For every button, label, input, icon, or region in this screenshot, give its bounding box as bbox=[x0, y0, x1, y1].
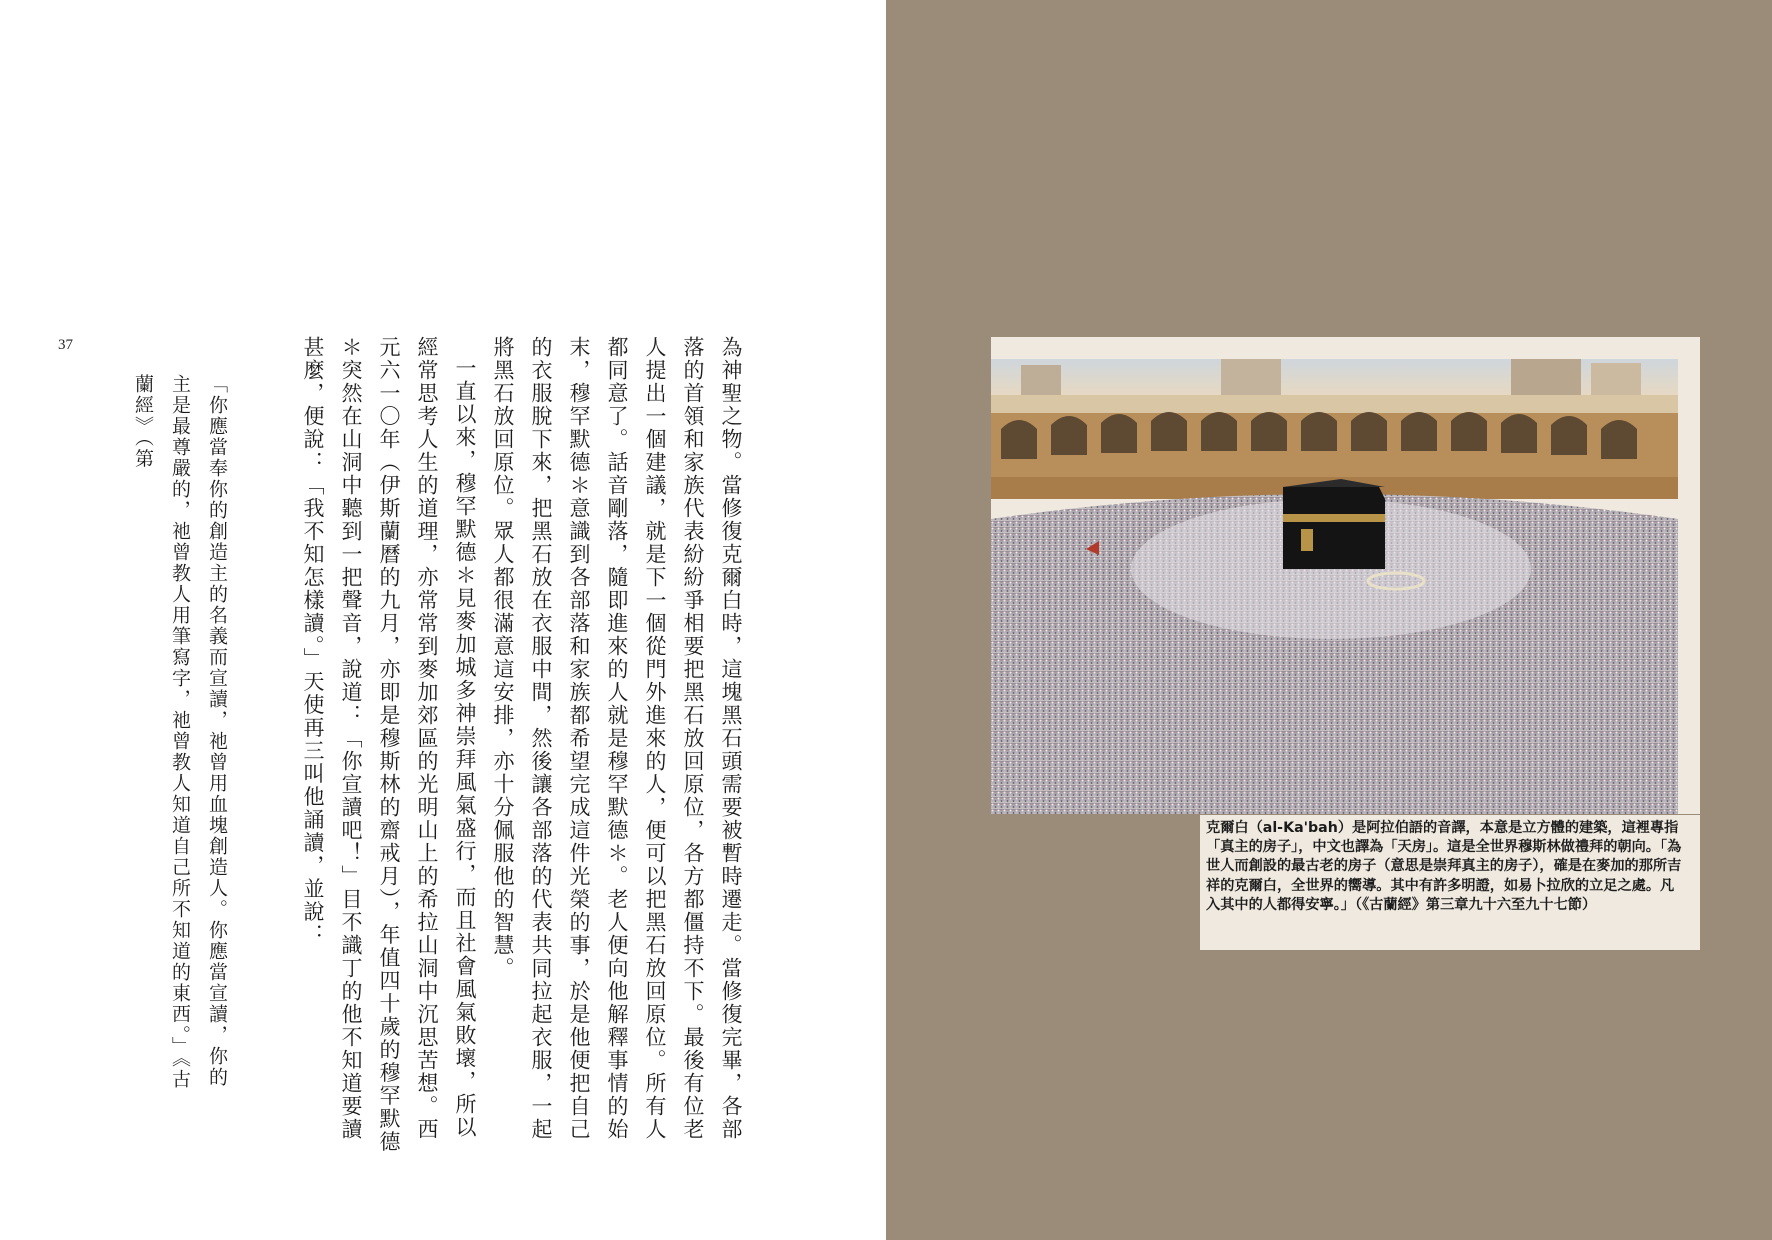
quran-quote-text: 「你應當奉你的創造主的名義而宣讀，祂曾用血塊創造人。你應當宣讀，你的主是最尊嚴的，祂曾教人用筆寫字，祂曾教人知道自己所不知道的東西。」《古蘭經》（第 bbox=[132, 374, 228, 1090]
photo-caption bbox=[1200, 815, 1700, 950]
kaaba-photo bbox=[991, 359, 1678, 814]
quran-quote bbox=[132, 374, 235, 1094]
body-paragraph-1: 為神聖之物。當修復克爾白時，這塊黑石頭需要被暫時遷走。當修復完畢，各部落的首領和家族代表紛紛爭相要把黑石放回原位，各方都僵持不下。最後有位老人提出一個建議，就是下一個從門外進來的人，便可以把黑石放回原位。所有人都同意了。話音剛落，隨即進來的人就是穆罕默德＊。老人便向他解釋事情的始末，穆罕默德＊意識到各部落和家族都希望完成這件光榮的事，於是他便把自己的衣服脫下來，把黑石放在衣服中間，然後讓各部落的代表共同拉起衣服，一起將黑石放回原位。眾人都很滿意這安排，亦十分佩服他的智慧。 bbox=[491, 336, 743, 1141]
body-paragraph-2: 一直以來，穆罕默德＊見麥加城多神崇拜風氣盛行，而且社會風氣敗壞，所以經常思考人生的道理，亦常常到麥加郊區的光明山上的希拉山洞中沉思苦想。西元六一〇年（伊斯蘭曆的九月，亦即是穆斯林的齋戒月），年值四十歲的穆罕默德＊突然在山洞中聽到一把聲音，說道：「你宣讀吧！」目不識丁的他不知道要讀甚麼，便說：「我不知怎樣讀。」天使再三叫他誦讀，並說： bbox=[301, 336, 477, 1154]
body-text bbox=[270, 336, 750, 1156]
photo-caption-text: 克爾白（al-Ka'bah）是阿拉伯語的音譯，本意是立方體的建築，這裡專指「真主的房子」，中文也譯為「天房」。這是全世界穆斯林做禮拜的朝向。「為世人而創設的最古老的房子（意思是崇拜真主的房子），確是在麥加的那所吉祥的克爾白，全世界的嚮導。其中有許多明證，如易卜拉欣的立足之處。凡入其中的人都得安寧。」（《古蘭經》第三章九十六至九十七節） bbox=[1206, 820, 1682, 913]
kaaba-photo-frame bbox=[991, 337, 1700, 814]
page-number: 37 bbox=[58, 337, 73, 353]
